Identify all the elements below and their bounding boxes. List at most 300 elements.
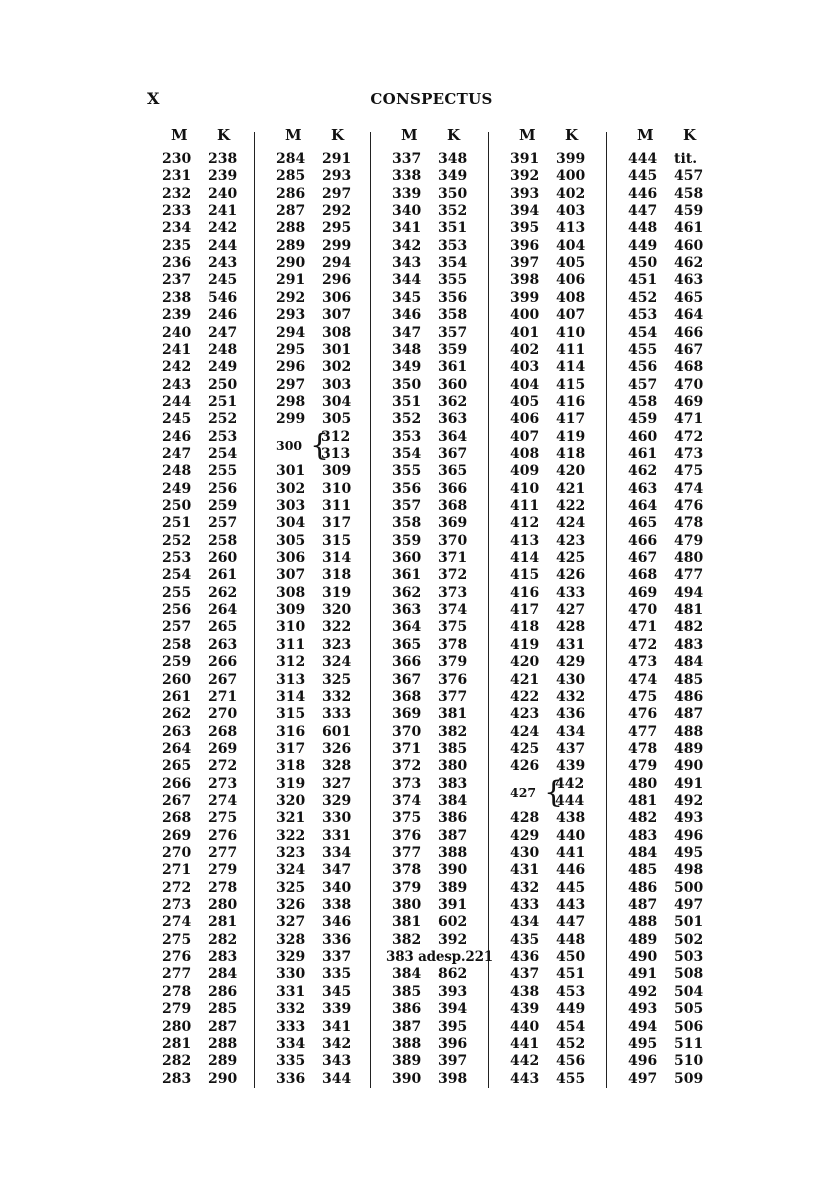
entry-k: 399 <box>556 151 586 167</box>
entry-k: 391 <box>438 897 468 914</box>
entry-k: 475 <box>674 463 704 480</box>
entry-k: 294 <box>322 255 352 272</box>
entry-k: 244 <box>208 237 238 254</box>
entry-k: 397 <box>438 1053 468 1070</box>
entry-m: 496 <box>628 1053 658 1070</box>
entry-k: 288 <box>208 1035 238 1052</box>
entry-m: 436 <box>510 949 540 966</box>
entry-k: 490 <box>674 758 704 775</box>
entry-m: 432 <box>510 879 540 896</box>
entry-k: 315 <box>322 532 352 549</box>
entry-m: 389 <box>392 1053 422 1070</box>
entry-m: 404 <box>510 376 540 393</box>
entry-k: 242 <box>208 220 238 237</box>
entry-k: 421 <box>556 480 586 497</box>
entry-k: 492 <box>674 792 704 809</box>
entry-k: 320 <box>322 602 352 619</box>
entry-m: 319 <box>276 775 306 792</box>
entry-m: 266 <box>162 775 192 792</box>
entry-k: 427 <box>556 602 586 619</box>
entry-m: 299 <box>276 411 306 428</box>
entry-k: 439 <box>556 758 586 775</box>
entry-m: 245 <box>162 411 192 428</box>
entry-k: 317 <box>322 515 352 532</box>
entry-k: 471 <box>674 411 704 428</box>
entry-m: 419 <box>510 636 540 653</box>
entry-k: 474 <box>674 480 704 497</box>
entry-k: 333 <box>322 706 352 723</box>
entry-k: 299 <box>322 237 352 254</box>
entry-m: 337 <box>392 151 422 167</box>
entry-m: 328 <box>276 931 306 948</box>
entry-m: 248 <box>162 463 192 480</box>
entry-k: 436 <box>556 706 586 723</box>
entry-k: 249 <box>208 359 238 376</box>
entry-m: 261 <box>162 688 192 705</box>
entry-m: 302 <box>276 480 306 497</box>
entry-k: 290 <box>208 1070 238 1087</box>
entry-k: 311 <box>322 498 352 514</box>
entry-k: 273 <box>208 775 238 792</box>
entry-k: 356 <box>438 289 468 306</box>
entry-k: 470 <box>674 376 704 393</box>
entry-k: 281 <box>208 914 238 931</box>
entry-k: 343 <box>322 1053 352 1070</box>
entry-m: 271 <box>162 862 192 879</box>
entry-k: 352 <box>438 203 468 220</box>
entry-k: 505 <box>674 1001 704 1018</box>
entry-m: 473 <box>628 654 658 671</box>
entry-k: 252 <box>208 411 238 428</box>
entry-m: 304 <box>276 515 306 532</box>
entry-m: 243 <box>162 376 192 393</box>
entry-k: 546 <box>208 289 238 306</box>
entry-m: 364 <box>392 619 422 636</box>
entry-m: 262 <box>162 706 192 723</box>
entry-m: 277 <box>162 966 192 983</box>
entry-k: 448 <box>556 931 586 948</box>
entry-k: 453 <box>556 983 586 1000</box>
entry-k: 318 <box>322 567 352 584</box>
entry-k: 454 <box>556 1018 586 1035</box>
entry-k: 483 <box>674 636 704 653</box>
entry-m: 438 <box>510 983 540 1000</box>
entry-m: 312 <box>276 654 306 671</box>
entry-m: 480 <box>628 775 658 792</box>
entry-k: 500 <box>674 879 704 896</box>
entry-m: 239 <box>162 307 192 324</box>
entry-m: 476 <box>628 706 658 723</box>
entry-k: 452 <box>556 1035 586 1052</box>
entry-m: 232 <box>162 185 192 202</box>
entry-m: 478 <box>628 740 658 757</box>
entry-k: 308 <box>322 324 352 341</box>
entry-k: 278 <box>208 879 238 896</box>
entry-m: 267 <box>162 792 192 809</box>
entry-k: 323 <box>322 636 352 653</box>
entry-m: 362 <box>392 584 422 601</box>
entry-m: 354 <box>392 445 422 462</box>
entry-k: 268 <box>208 723 238 740</box>
entry-m: 307 <box>276 567 306 584</box>
entry-k: 498 <box>674 862 704 879</box>
entry-k: 314 <box>322 550 352 567</box>
entry-m: 383 adesp.221 <box>386 949 493 966</box>
entry-k: 245 <box>208 272 238 289</box>
entry-k: 293 <box>322 168 352 185</box>
entry-k: 485 <box>674 671 704 688</box>
entry-m: 435 <box>510 931 540 948</box>
entry-m: 339 <box>392 185 422 202</box>
entry-m: 359 <box>392 532 422 549</box>
entry-k: 262 <box>208 584 238 601</box>
entry-k: 408 <box>556 289 586 306</box>
entry-k: 301 <box>322 341 352 358</box>
entry-k: 322 <box>322 619 352 636</box>
entry-m: 335 <box>276 1053 306 1070</box>
entry-k: 446 <box>556 862 586 879</box>
entry-m: 406 <box>510 411 540 428</box>
entry-m: 492 <box>628 983 658 1000</box>
entry-m: 401 <box>510 324 540 341</box>
entry-k: 473 <box>674 445 704 462</box>
entry-k: 602 <box>438 914 468 931</box>
entry-m: 388 <box>392 1035 422 1052</box>
entry-m: 348 <box>392 341 422 358</box>
entry-m: 325 <box>276 879 306 896</box>
entry-m: 418 <box>510 619 540 636</box>
entry-k: 374 <box>438 602 468 619</box>
entry-k: 239 <box>208 168 238 185</box>
entry-k: 381 <box>438 706 468 723</box>
entry-k: 367 <box>438 445 468 462</box>
entry-m: 399 <box>510 289 540 306</box>
entry-k: 247 <box>208 324 238 341</box>
entry-k: 271 <box>208 688 238 705</box>
entry-k: 285 <box>208 1001 238 1018</box>
entry-k: 280 <box>208 897 238 914</box>
entry-k: 359 <box>438 341 468 358</box>
entry-m: 282 <box>162 1053 192 1070</box>
entry-m: 408 <box>510 445 540 462</box>
entry-k: 326 <box>322 740 352 757</box>
entry-m: 493 <box>628 1001 658 1018</box>
entry-m: 471 <box>628 619 658 636</box>
entry-m: 318 <box>276 758 306 775</box>
entry-m: 284 <box>276 151 306 167</box>
entry-m: 251 <box>162 515 192 532</box>
entry-k: 390 <box>438 862 468 879</box>
entry-m: 396 <box>510 237 540 254</box>
entry-k: 296 <box>322 272 352 289</box>
entry-m: 303 <box>276 498 306 514</box>
entry-m: 230 <box>162 151 192 167</box>
entry-k: 266 <box>208 654 238 671</box>
entry-m: 341 <box>392 220 422 237</box>
entry-m: 353 <box>392 428 422 445</box>
entry-k: 277 <box>208 845 238 861</box>
entry-k: 431 <box>556 636 586 653</box>
entry-k: 479 <box>674 532 704 549</box>
entry-m: 439 <box>510 1001 540 1018</box>
entry-m: 316 <box>276 723 306 740</box>
entry-m: 458 <box>628 393 658 410</box>
entry-m: 258 <box>162 636 192 653</box>
entry-k: 372 <box>438 567 468 584</box>
column-header-k: K <box>683 126 697 144</box>
entry-m: 491 <box>628 966 658 983</box>
entry-m: 462 <box>628 463 658 480</box>
entry-m: 263 <box>162 723 192 740</box>
entry-k: 404 <box>556 237 586 254</box>
entry-k: 493 <box>674 810 704 827</box>
entry-k: 259 <box>208 498 238 514</box>
entry-k: 295 <box>322 220 352 237</box>
entry-m: 247 <box>162 445 192 462</box>
entry-m: 280 <box>162 1018 192 1035</box>
entry-m: 363 <box>392 602 422 619</box>
column-header-m: M <box>401 126 418 144</box>
entry-k: 508 <box>674 966 704 983</box>
entry-m: 322 <box>276 827 306 844</box>
entry-k: 257 <box>208 515 238 532</box>
entry-m: 233 <box>162 203 192 220</box>
entry-k: 337 <box>322 949 352 966</box>
entry-k: 319 <box>322 584 352 601</box>
entry-k: 255 <box>208 463 238 480</box>
entry-m: 381 <box>392 914 422 931</box>
entry-m: 412 <box>510 515 540 532</box>
entry-m: 300 <box>276 438 303 454</box>
entry-m: 483 <box>628 827 658 844</box>
entry-m: 490 <box>628 949 658 966</box>
column-header-k: K <box>217 126 231 144</box>
entry-m: 365 <box>392 636 422 653</box>
entry-m: 426 <box>510 758 540 775</box>
entry-m: 428 <box>510 810 540 827</box>
entry-m: 358 <box>392 515 422 532</box>
entry-m: 391 <box>510 151 540 167</box>
entry-k: 303 <box>322 376 352 393</box>
entry-k: 438 <box>556 810 586 827</box>
entry-m: 321 <box>276 810 306 827</box>
entry-m: 241 <box>162 341 192 358</box>
entry-k: 345 <box>322 983 352 1000</box>
entry-m: 368 <box>392 688 422 705</box>
entry-m: 361 <box>392 567 422 584</box>
entry-k: 442 <box>555 775 585 792</box>
entry-k: 361 <box>438 359 468 376</box>
entry-m: 387 <box>392 1018 422 1035</box>
entry-m: 463 <box>628 480 658 497</box>
entry-k: 243 <box>208 255 238 272</box>
entry-k: 393 <box>438 983 468 1000</box>
entry-m: 390 <box>392 1070 422 1087</box>
entry-m: 464 <box>628 498 658 514</box>
entry-k: 334 <box>322 845 352 861</box>
entry-k: 496 <box>674 827 704 844</box>
entry-m: 244 <box>162 393 192 410</box>
entry-m: 477 <box>628 723 658 740</box>
entry-m: 447 <box>628 203 658 220</box>
entry-k: 506 <box>674 1018 704 1035</box>
entry-k: 423 <box>556 532 586 549</box>
entry-m: 437 <box>510 966 540 983</box>
entry-k: 338 <box>322 897 352 914</box>
entry-k: 486 <box>674 688 704 705</box>
entry-m: 489 <box>628 931 658 948</box>
entry-k2: 313 <box>321 445 351 462</box>
entry-m: 373 <box>392 775 422 792</box>
entry-k: 265 <box>208 619 238 636</box>
entry-k: 378 <box>438 636 468 653</box>
entry-k: 464 <box>674 307 704 324</box>
entry-k: 433 <box>556 584 586 601</box>
entry-k: 491 <box>674 775 704 792</box>
entry-m: 296 <box>276 359 306 376</box>
entry-m: 427 <box>510 785 537 801</box>
entry-m: 370 <box>392 723 422 740</box>
entry-m: 350 <box>392 376 422 393</box>
entry-m: 301 <box>276 463 306 480</box>
column-header-m: M <box>519 126 536 144</box>
entry-m: 297 <box>276 376 306 393</box>
entry-k: 312 <box>321 428 351 445</box>
entry-k: 328 <box>322 758 352 775</box>
entry-m: 309 <box>276 602 306 619</box>
entry-k: 377 <box>438 688 468 705</box>
entry-m: 479 <box>628 758 658 775</box>
entry-m: 276 <box>162 949 192 966</box>
entry-k: 267 <box>208 671 238 688</box>
entry-m: 288 <box>276 220 306 237</box>
entry-m: 398 <box>510 272 540 289</box>
entry-m: 256 <box>162 602 192 619</box>
entry-k: 398 <box>438 1070 468 1087</box>
entry-m: 294 <box>276 324 306 341</box>
entry-k: 353 <box>438 237 468 254</box>
entry-k: 460 <box>674 237 704 254</box>
entry-k: 376 <box>438 671 468 688</box>
entry-m: 430 <box>510 845 540 861</box>
entry-k: 325 <box>322 671 352 688</box>
entry-m: 317 <box>276 740 306 757</box>
entry-m: 392 <box>510 168 540 185</box>
entry-k: 344 <box>322 1070 352 1087</box>
entry-k: 269 <box>208 740 238 757</box>
entry-m: 310 <box>276 619 306 636</box>
entry-m: 285 <box>276 168 306 185</box>
entry-k: 457 <box>674 168 704 185</box>
entry-k: 425 <box>556 550 586 567</box>
column-header-k: K <box>447 126 461 144</box>
entry-k: 396 <box>438 1035 468 1052</box>
entry-m: 415 <box>510 567 540 584</box>
entry-m: 410 <box>510 480 540 497</box>
entry-m: 291 <box>276 272 306 289</box>
entry-k: 400 <box>556 168 586 185</box>
entry-m: 289 <box>276 237 306 254</box>
entry-m: 433 <box>510 897 540 914</box>
entry-k: 304 <box>322 393 352 410</box>
entry-k: 370 <box>438 532 468 549</box>
entry-m: 330 <box>276 966 306 983</box>
entry-k: 424 <box>556 515 586 532</box>
entry-k: 307 <box>322 307 352 324</box>
entry-k: 495 <box>674 845 704 861</box>
entry-m: 452 <box>628 289 658 306</box>
entry-k: 601 <box>322 723 352 740</box>
entry-k: 384 <box>438 792 468 809</box>
entry-m: 313 <box>276 671 306 688</box>
entry-k: 415 <box>556 376 586 393</box>
column-header-m: M <box>171 126 188 144</box>
entry-k: 466 <box>674 324 704 341</box>
entry-k: 355 <box>438 272 468 289</box>
entry-m: 329 <box>276 949 306 966</box>
entry-k: 272 <box>208 758 238 775</box>
entry-k: 416 <box>556 393 586 410</box>
entry-m: 332 <box>276 1001 306 1018</box>
entry-m: 466 <box>628 532 658 549</box>
entry-k: 413 <box>556 220 586 237</box>
entry-m: 360 <box>392 550 422 567</box>
entry-k: 503 <box>674 949 704 966</box>
entry-m: 484 <box>628 845 658 861</box>
column-rule <box>370 132 371 1088</box>
entry-m: 429 <box>510 827 540 844</box>
entry-k: 274 <box>208 792 238 809</box>
entry-m: 485 <box>628 862 658 879</box>
entry-k: 406 <box>556 272 586 289</box>
entry-k: 405 <box>556 255 586 272</box>
entry-k: 246 <box>208 307 238 324</box>
entry-m: 403 <box>510 359 540 376</box>
entry-k: 365 <box>438 463 468 480</box>
entry-k: 380 <box>438 758 468 775</box>
entry-m: 382 <box>392 931 422 948</box>
entry-m: 236 <box>162 255 192 272</box>
entry-m: 397 <box>510 255 540 272</box>
entry-m: 494 <box>628 1018 658 1035</box>
entry-k: 468 <box>674 359 704 376</box>
entry-m: 314 <box>276 688 306 705</box>
entry-k: 256 <box>208 480 238 497</box>
entry-k: 478 <box>674 515 704 532</box>
entry-k: 375 <box>438 619 468 636</box>
column-header-m: M <box>637 126 654 144</box>
entry-m: 377 <box>392 845 422 861</box>
entry-m: 374 <box>392 792 422 809</box>
entry-m: 273 <box>162 897 192 914</box>
column-rule <box>606 132 607 1088</box>
entry-k: 358 <box>438 307 468 324</box>
entry-k: 428 <box>556 619 586 636</box>
entry-k: 283 <box>208 949 238 966</box>
entry-k: 461 <box>674 220 704 237</box>
entry-m: 448 <box>628 220 658 237</box>
entry-m: 250 <box>162 498 192 514</box>
entry-m: 371 <box>392 740 422 757</box>
entry-m: 440 <box>510 1018 540 1035</box>
entry-m: 378 <box>392 862 422 879</box>
entry-k: 450 <box>556 949 586 966</box>
entry-k: 862 <box>438 966 468 983</box>
entry-k: 443 <box>556 897 586 914</box>
entry-k: 248 <box>208 341 238 358</box>
entry-k: 263 <box>208 636 238 653</box>
entry-m: 487 <box>628 897 658 914</box>
